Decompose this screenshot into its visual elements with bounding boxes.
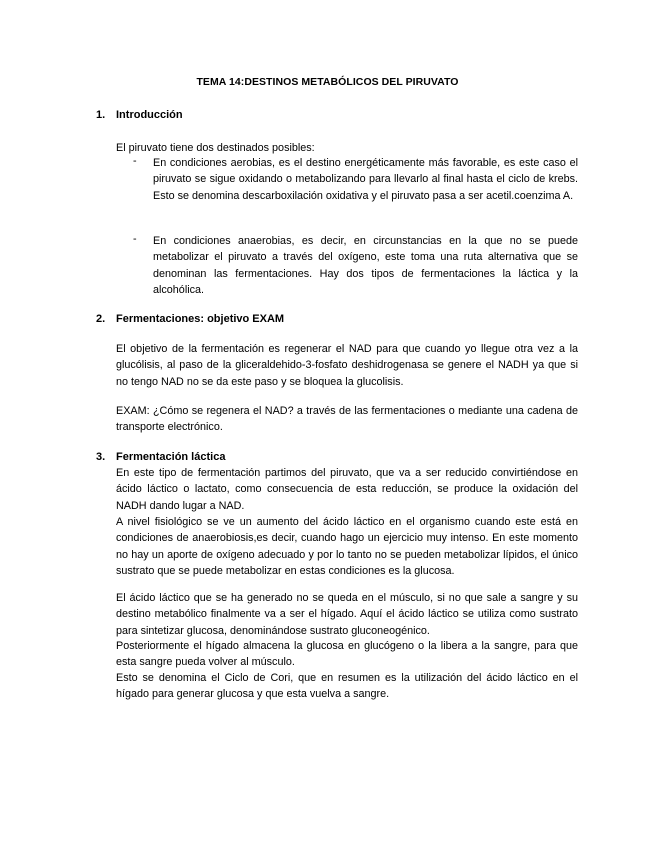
- section-2-number: 2.: [96, 313, 106, 325]
- section-1-intro: El piruvato tiene dos destinados posibles:: [116, 142, 315, 154]
- section-2-title: Fermentaciones: objetivo EXAM: [116, 313, 285, 325]
- section-1-title: Introducción: [116, 109, 183, 121]
- section-3-paragraph-3: El ácido láctico que se ha generado no se queda en el músculo, si no que sale a sangre y su destino metabólico finalmente va a ser el hígado. Aquí el ácido láctico se utiliza como sustrato para sintetizar glucosa, denominándose sustrato gluconeogénico.: [116, 592, 578, 637]
- section-2-heading: [96, 313, 284, 325]
- section-1-heading: [96, 109, 183, 121]
- section-1-number: 1.: [96, 109, 106, 121]
- section-3-paragraph-2: A nivel fisiológico se ve un aumento del ácido láctico en el organismo cuando este está en condiciones de anaerobiosis,es decir, cuando hago un ejercicio muy intenso. En este momento no hay un aporte de oxígeno adecuado y por lo tanto no se pueden metabolizar lípidos, el único sustrato que se puede metabolizar en estas condiciones es la glucosa.: [116, 516, 578, 577]
- section-3-paragraph-4: Posteriormente el hígado almacena la glucosa en glucógeno o la libera a la sangre, para que esta sangre pueda volver al músculo.: [116, 640, 578, 669]
- section-3-paragraph-1: En este tipo de fermentación partimos del piruvato, que va a ser reducido convirtiéndose en ácido láctico o lactato, como consecuencia de esta reducción, se produce la oxidación del NADH dando lugar a NAD.: [116, 467, 578, 512]
- section-2-paragraph-2: EXAM: ¿Cómo se regenera el NAD? a través de las fermentaciones o mediante una cadena de transporte electrónico.: [116, 405, 578, 434]
- section-3-paragraph-5: Esto se denomina el Ciclo de Cori, que en resumen es la utilización del ácido láctico en el hígado para generar glucosa y que esta vuelva a sangre.: [116, 672, 578, 701]
- section-3-number: 3.: [96, 451, 106, 463]
- bullet-1-marker: -: [133, 155, 137, 167]
- document-title: TEMA 14:DESTINOS METABÓLICOS DEL PIRUVATO: [196, 76, 459, 88]
- bullet-2-marker: -: [133, 233, 137, 245]
- section-3-title: Fermentación láctica: [116, 451, 226, 463]
- bullet-2-text: En condiciones anaerobias, es decir, en circunstancias en la que no se puede metabolizar el piruvato a través del oxígeno, este toma una ruta alternativa que se denominan las fermentaciones. Hay dos tipos de fermentaciones la láctica y la alcohólica.: [153, 235, 578, 296]
- section-2-paragraph-1: El objetivo de la fermentación es regenerar el NAD para que cuando yo llegue otra vez a la glucólisis, al paso de la gliceraldehido-3-fosfato deshidrogenasa se genere el NADH ya que si no tengo NAD no se da este paso y se bloquea la glucolisis.: [116, 343, 578, 388]
- bullet-1-text: En condiciones aerobias, es el destino energéticamente más favorable, es este caso el piruvato se sigue oxidando o metabolizando para llevarlo al final hasta el ciclo de krebs. Esto se denomina descarboxilación oxidativa y el piruvato pasa a ser acetil.coenzima A.: [153, 157, 578, 202]
- section-3-heading: [96, 451, 225, 463]
